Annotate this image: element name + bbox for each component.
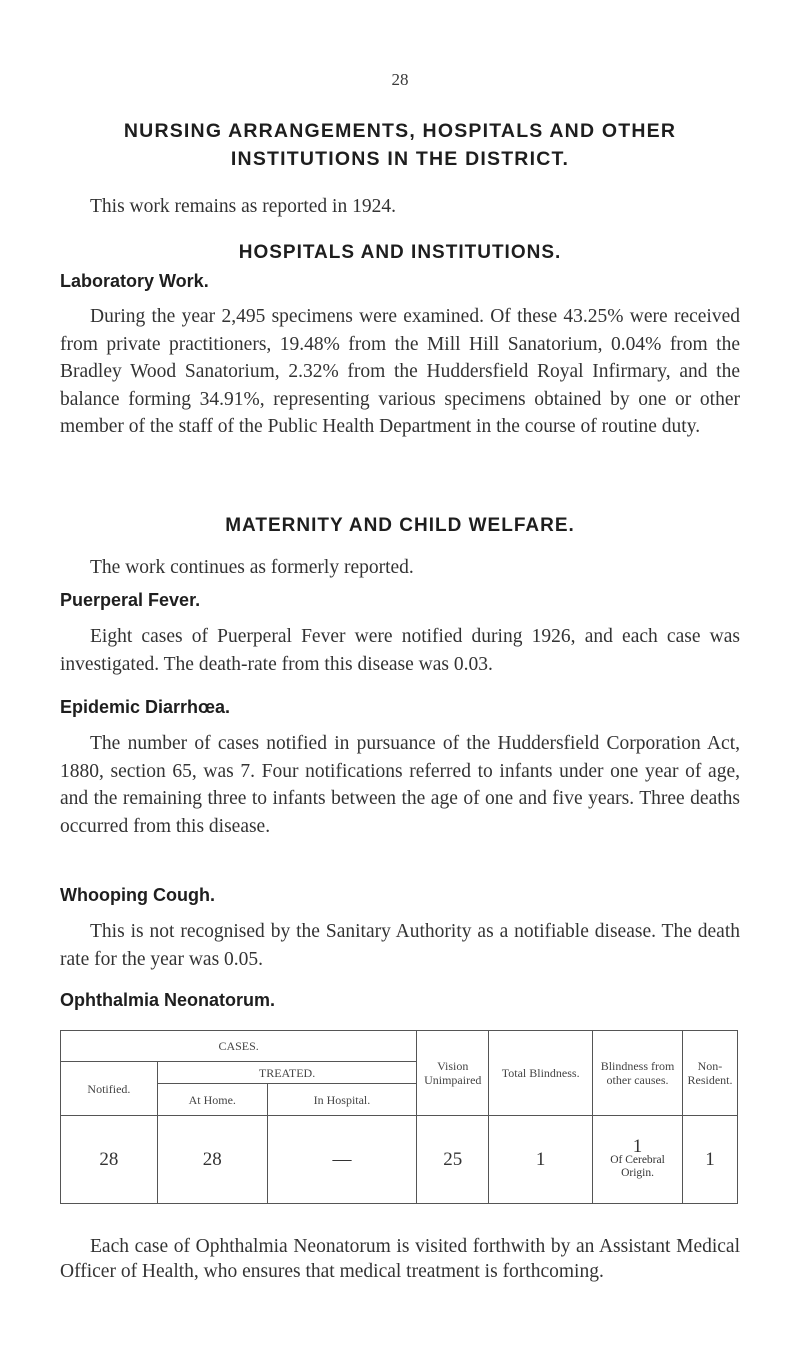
- cell-notified: 28: [61, 1116, 158, 1204]
- notified-header: Notified.: [61, 1062, 158, 1116]
- cell-blindness-other-value: 1: [632, 1135, 643, 1157]
- cell-blindness-other: [593, 1116, 683, 1204]
- main-title-line-1: NURSING ARRANGEMENTS, HOSPITALS AND OTHER: [123, 120, 677, 142]
- maternity-heading: MATERNITY AND CHILD WELFARE.: [225, 515, 575, 536]
- laboratory-paragraph: During the year 2,495 specimens were examined. Of these 43.25% were received from private practitioners, 19.48% from the Mill Hill Sanatorium, 0.04% from the Bradley Wood Sanatorium, 2.32% from the Huddersfield Royal Infirmary, and the balance forming 34.91%, representing various specimens obtained by one or other member of the staff of the Public Health Department in the course of routine duty.: [60, 306, 740, 437]
- footer-paragraph: Each case of Ophthalmia Neonatorum is visited forthwith by an Assistant Medical Officer of Health, who ensures that medical treatment is forthcoming.: [60, 1236, 740, 1282]
- cases-header: CASES.: [61, 1031, 417, 1062]
- cell-non-resident: 1: [682, 1116, 737, 1204]
- diarrhoea-heading: Epidemic Diarrhœa.: [60, 697, 231, 717]
- cell-blindness-other-note-2: Origin.: [621, 1166, 654, 1179]
- maternity-intro: The work continues as formerly reported.: [90, 557, 414, 578]
- total-blindness-header: Total Blindness.: [489, 1031, 593, 1116]
- non-resident-header: Non-Resident.: [682, 1031, 737, 1116]
- main-title-line-2: INSTITUTIONS IN THE DISTRICT.: [230, 148, 570, 170]
- puerperal-paragraph: Eight cases of Puerperal Fever were notified during 1926, and each case was investigated. The death-rate from this disease was 0.03.: [60, 626, 740, 675]
- page-number: 28: [391, 70, 409, 89]
- vision-unimpaired-header: Vision Unimpaired: [417, 1031, 489, 1116]
- cell-total-blindness: 1: [489, 1116, 593, 1204]
- puerperal-heading: Puerperal Fever.: [60, 590, 201, 610]
- whooping-heading: Whooping Cough.: [60, 885, 215, 905]
- cell-blindness-other-note-1: Of Cerebral: [610, 1153, 665, 1166]
- intro-paragraph: This work remains as reported in 1924.: [90, 196, 396, 217]
- blindness-other-header: Blindness from other causes.: [593, 1031, 683, 1116]
- ophthalmia-heading: Ophthalmia Neonatorum.: [60, 990, 276, 1010]
- table-row: [61, 1116, 738, 1204]
- ophthalmia-table: [60, 1030, 738, 1204]
- diarrhoea-paragraph: The number of cases notified in pursuance of the Huddersfield Corporation Act, 1880, section 65, was 7. Four notifications referred to infants under one year of age, and the remaining three to infants between the age of one and five years. Three deaths occurred from this disease.: [60, 733, 740, 837]
- treated-header: TREATED.: [157, 1062, 416, 1084]
- whooping-paragraph: This is not recognised by the Sanitary Authority as a notifiable disease. The death rate for the year was 0.05.: [60, 921, 740, 970]
- laboratory-heading: Laboratory Work.: [60, 271, 209, 291]
- cell-at-home: 28: [157, 1116, 267, 1204]
- in-hospital-header: In Hospital.: [267, 1084, 417, 1116]
- at-home-header: At Home.: [157, 1084, 267, 1116]
- cell-in-hospital: —: [267, 1116, 417, 1204]
- hospitals-heading: HOSPITALS AND INSTITUTIONS.: [238, 242, 562, 263]
- cell-vision: 25: [417, 1116, 489, 1204]
